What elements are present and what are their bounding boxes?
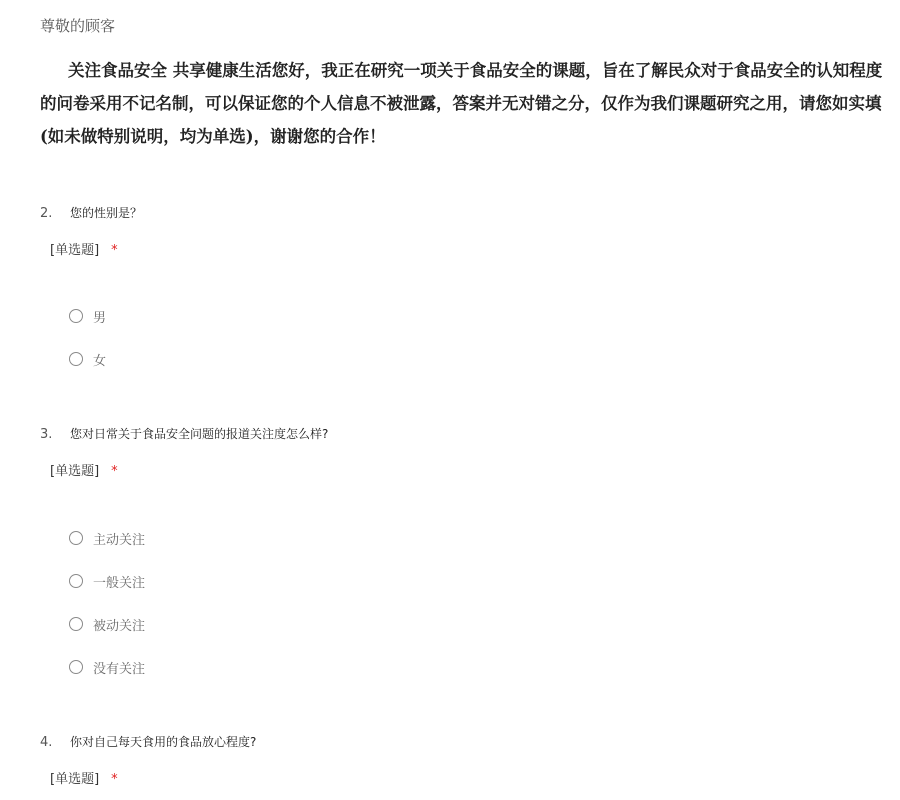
radio-button[interactable] [69, 660, 83, 674]
option-general-attention[interactable] [69, 572, 145, 590]
radio-button[interactable] [69, 574, 83, 588]
required-marker: * [111, 772, 118, 787]
question-3-title [40, 425, 328, 442]
option-female[interactable] [69, 350, 106, 368]
option-passive-attention[interactable] [69, 615, 145, 633]
question-4-type [50, 768, 118, 787]
required-marker: * [111, 464, 118, 479]
question-text: 您的性别是？ [70, 206, 143, 220]
option-male[interactable] [69, 307, 106, 325]
radio-button[interactable] [69, 531, 83, 545]
question-text: 你对自己每天食用的食品放心程度? [70, 735, 257, 749]
question-4-title [40, 733, 256, 750]
question-2-type [50, 239, 118, 258]
intro-line-1: 关注食品安全 共享健康生活您好，我正在研究一项关于食品安全的课题，旨在了解民众对于食品安全的认知程度 [68, 61, 883, 80]
radio-button[interactable] [69, 617, 83, 631]
question-2-title [40, 204, 142, 221]
question-text: 您对日常关于食品安全问题的报道关注度怎么样? [70, 427, 329, 441]
option-label: 被动关注 [93, 618, 146, 634]
option-label: 女 [93, 353, 107, 369]
intro-line-2: 的问卷采用不记名制，可以保证您的个人信息不被泄露，答案并无对错之分，仅作为我们课题研究之用，请您如实填 [40, 94, 882, 113]
option-label: 一般关注 [93, 575, 146, 591]
survey-intro [40, 54, 900, 153]
question-type-label: [单选题] [50, 464, 100, 479]
question-type-label: [单选题] [50, 243, 100, 258]
required-marker: * [111, 243, 118, 258]
question-type-label: [单选题] [50, 772, 100, 787]
option-label: 主动关注 [93, 532, 146, 548]
question-number: 3. [40, 427, 53, 442]
question-number: 2. [40, 206, 53, 221]
greeting-text: 尊敬的顾客 [40, 17, 116, 35]
intro-line-3: (如未做特别说明，均为单选)，谢谢您的合作！ [40, 127, 386, 146]
option-no-attention[interactable] [69, 658, 145, 676]
radio-button[interactable] [69, 352, 83, 366]
question-number: 4. [40, 735, 53, 750]
radio-button[interactable] [69, 309, 83, 323]
option-label: 没有关注 [93, 661, 146, 677]
question-3-type [50, 460, 118, 479]
option-active-attention[interactable] [69, 529, 145, 547]
option-label: 男 [93, 310, 107, 326]
